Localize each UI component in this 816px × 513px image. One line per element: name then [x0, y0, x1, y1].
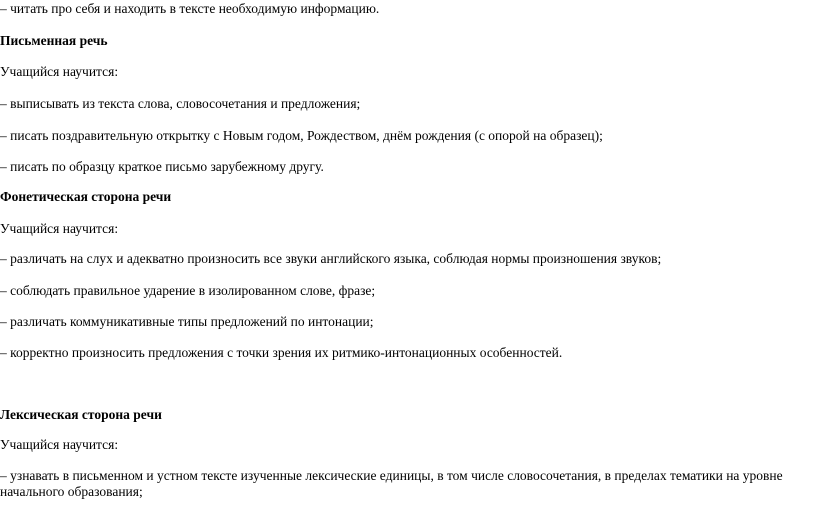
text-line: Учащийся научится: [0, 64, 119, 79]
text-line: – соблюдать правильное ударение в изолированном слове, фразе; [0, 283, 376, 298]
text-line: – узнавать в письменном и устном тексте изученные лексические единицы, в том числе словосочетания, в пределах тематики на уровне начального образования; [0, 468, 783, 499]
section-heading-phonetics: Фонетическая сторона речи [0, 189, 172, 204]
text-line: – писать поздравительную открытку с Новым годом, Рождеством, днём рождения (с опорой на образец); [0, 128, 603, 143]
text-line: – выписывать из текста слова, словосочетания и предложения; [0, 96, 361, 111]
section-heading-writing: Письменная речь [0, 33, 108, 48]
text-line: Учащийся научится: [0, 221, 119, 236]
text-line: – различать коммуникативные типы предложений по интонации; [0, 314, 374, 329]
section-heading-lexis: Лексическая сторона речи [0, 407, 162, 422]
text-line: Учащийся научится: [0, 437, 119, 452]
text-line: – писать по образцу краткое письмо зарубежному другу. [0, 159, 324, 174]
text-line: – корректно произносить предложения с точки зрения их ритмико-интонационных особенностей. [0, 345, 563, 360]
text-line: – читать про себя и находить в тексте необходимую информацию. [0, 1, 380, 16]
text-line: – различать на слух и адекватно произносить все звуки английского языка, соблюдая нормы произношения звуков; [0, 251, 662, 266]
